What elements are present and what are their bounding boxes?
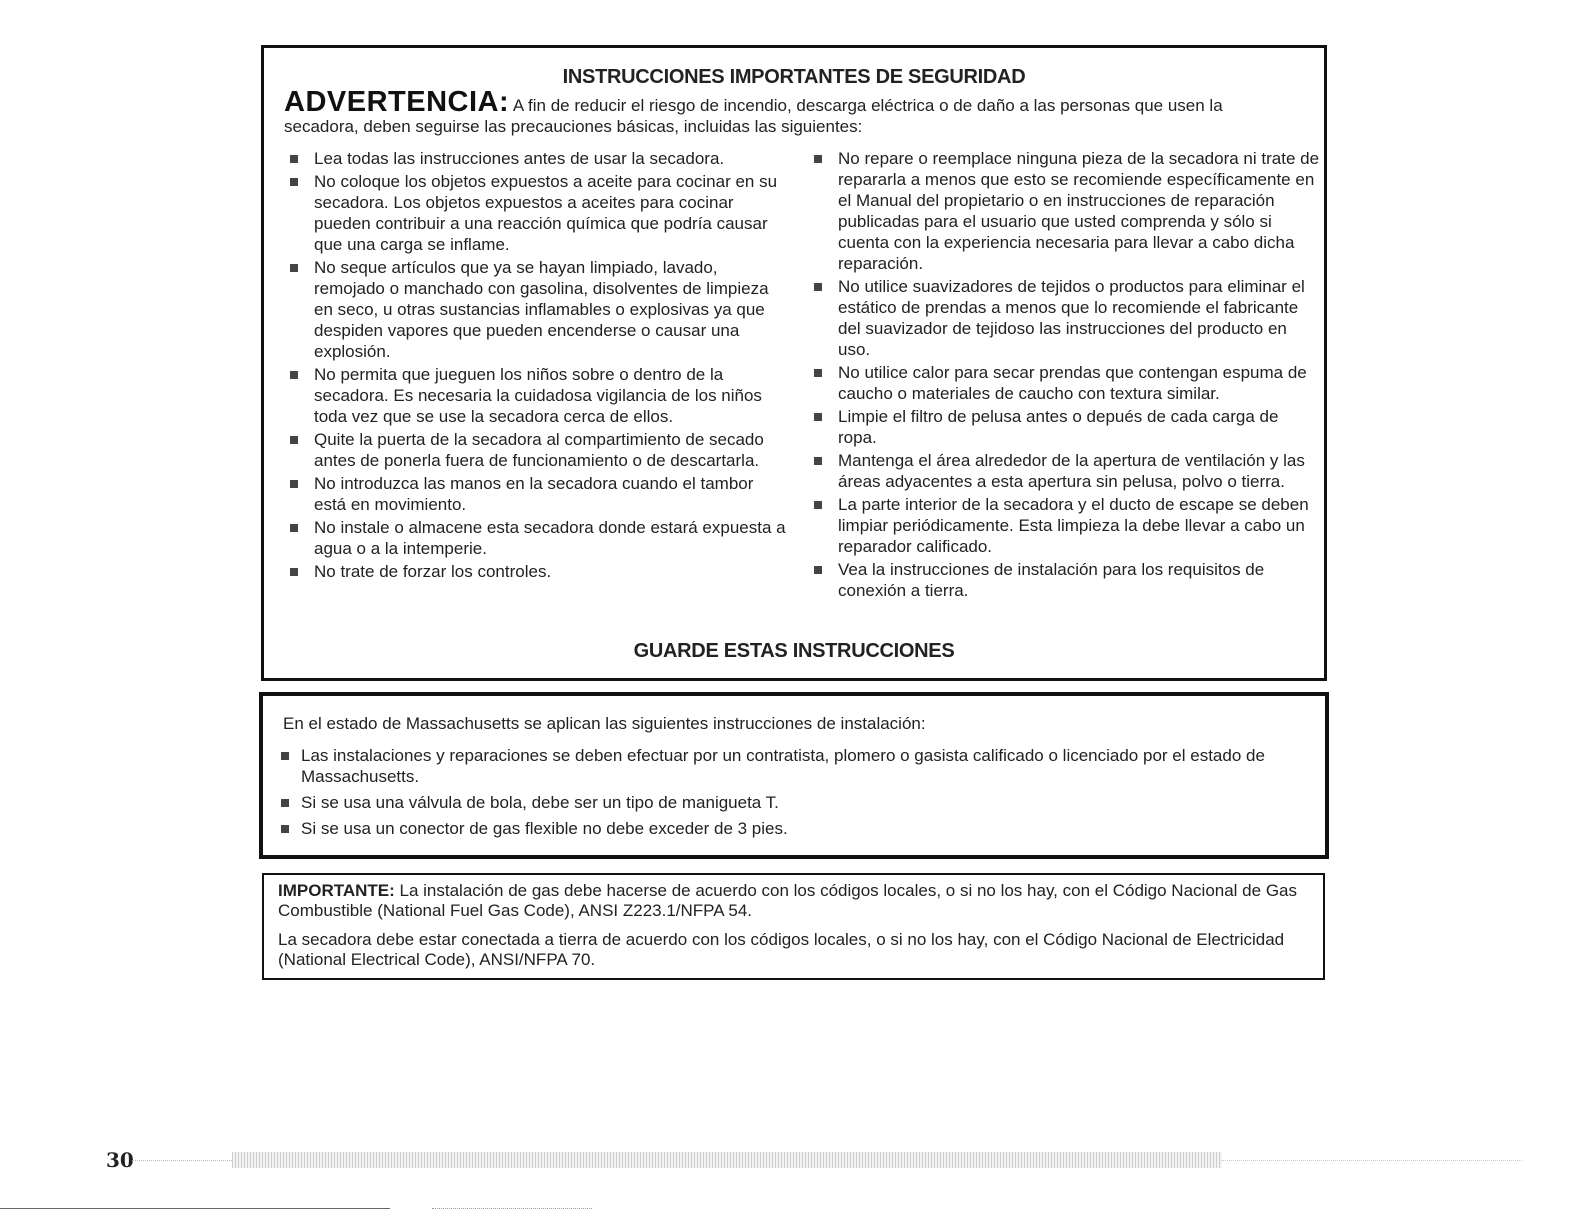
square-bullet-icon (814, 457, 822, 465)
footer-decorative-band (232, 1152, 1222, 1168)
list-item: No permita que jueguen los niños sobre o dentro de la secadora. Es necesaria la cuidadosa vigilancia de los niños toda vez que se use la secadora cerca de ellos. (286, 364, 786, 427)
list-item: Si se usa un conector de gas flexible no debe exceder de 3 pies. (279, 818, 1319, 839)
square-bullet-icon (814, 155, 822, 163)
list-item: Mantenga el área alrededor de la apertura de ventilación y las áreas adyacentes a esta apertura sin pelusa, polvo o tierra. (810, 450, 1320, 492)
square-bullet-icon (290, 568, 298, 576)
list-item: Lea todas las instrucciones antes de usar la secadora. (286, 148, 786, 169)
safety-title: INSTRUCCIONES IMPORTANTES DE SEGURIDAD (562, 66, 1026, 88)
massachusetts-intro: En el estado de Massachusetts se aplican las siguientes instrucciones de instalación: (283, 714, 926, 733)
square-bullet-icon (290, 480, 298, 488)
important-paragraph-gas (278, 881, 1313, 921)
square-bullet-icon (290, 436, 298, 444)
list-item: No utilice calor para secar prendas que contengan espuma de caucho o materiales de caucho con textura similar. (810, 362, 1320, 404)
square-bullet-icon (814, 413, 822, 421)
warning-paragraph (284, 86, 1294, 137)
page-number: 30 (106, 1148, 134, 1172)
safety-instructions-box (261, 45, 1327, 681)
important-paragraph-electric: La secadora debe estar conectada a tierra de acuerdo con los códigos locales, o si no los hay, con el Código Nacional de Electricidad (National Electrical Code), ANSI/NFPA 70. (278, 930, 1285, 969)
square-bullet-icon (281, 825, 289, 833)
square-bullet-icon (290, 155, 298, 163)
footer-dotted-line (132, 1160, 232, 1161)
important-box (262, 873, 1325, 980)
bottom-rule (0, 1208, 390, 1209)
list-item: No seque artículos que ya se hayan limpiado, lavado, remojado o manchado con gasolina, disolventes de limpieza en seco, u otras sustancias inflamables o explosivas ya que despiden vapores que pueden encenderse o causar una explosión. (286, 257, 786, 362)
square-bullet-icon (290, 264, 298, 272)
square-bullet-icon (814, 369, 822, 377)
list-item: Vea la instrucciones de instalación para los requisitos de conexión a tierra. (810, 559, 1320, 601)
list-item: No trate de forzar los controles. (286, 561, 786, 582)
square-bullet-icon (281, 752, 289, 760)
list-item: Limpie el filtro de pelusa antes o depués de cada carga de ropa. (810, 406, 1320, 448)
footer-dotted-line (1222, 1160, 1522, 1161)
list-item: No introduzca las manos en la secadora cuando el tambor está en movimiento. (286, 473, 786, 515)
list-item: Las instalaciones y reparaciones se deben efectuar por un contratista, plomero o gasista calificado o licenciado por el estado de Massachusetts. (279, 745, 1319, 787)
important-label: IMPORTANTE: (278, 881, 395, 900)
list-item: No instale o almacene esta secadora donde estará expuesta a agua o a la intemperie. (286, 517, 786, 559)
massachusetts-list (279, 745, 1319, 844)
safety-list-right (810, 148, 1320, 603)
list-item: No repare o reemplace ninguna pieza de la secadora ni trate de repararla a menos que esto se recomiende específicamente en el Manual del propietario o en instrucciones de reparación publicadas para el usuario que usted comprenda y sólo si cuenta con la experiencia necesaria para llevar a cabo dicha reparación. (810, 148, 1320, 274)
important-gas-text: La instalación de gas debe hacerse de acuerdo con los códigos locales, o si no los hay, con el Código Nacional de Gas Combustible (National Fuel Gas Code), ANSI Z223.1/NFPA 54. (278, 881, 1297, 920)
list-item: Si se usa una válvula de bola, debe ser un tipo de manigueta T. (279, 792, 1319, 813)
safety-list-left (286, 148, 786, 584)
square-bullet-icon (814, 501, 822, 509)
square-bullet-icon (281, 799, 289, 807)
square-bullet-icon (290, 178, 298, 186)
square-bullet-icon (290, 371, 298, 379)
bottom-dotted-line (432, 1208, 592, 1209)
square-bullet-icon (814, 283, 822, 291)
list-item: Quite la puerta de la secadora al compartimiento de secado antes de ponerla fuera de funcionamiento o de descartarla. (286, 429, 786, 471)
list-item: La parte interior de la secadora y el ducto de escape se deben limpiar periódicamente. Esta limpieza la debe llevar a cabo un reparador calificado. (810, 494, 1320, 557)
list-item: No coloque los objetos expuestos a aceite para cocinar en su secadora. Los objetos expuestos a aceites para cocinar pueden contribuir a una reacción química que podría causar que una carga se inflame. (286, 171, 786, 255)
save-instructions-title: GUARDE ESTAS INSTRUCCIONES (633, 640, 955, 662)
warning-word: ADVERTENCIA: (284, 86, 510, 118)
warning-text: A fin de reducir el riesgo de incendio, descarga eléctrica o de daño a las personas que usen la secadora, deben seguirse las precauciones básicas, incluidas las siguientes: (284, 96, 1223, 136)
list-item: No utilice suavizadores de tejidos o productos para eliminar el estático de prendas a menos que lo recomiende el fabricante del suavizador de tejidoso las instrucciones del producto en uso. (810, 276, 1320, 360)
square-bullet-icon (290, 524, 298, 532)
square-bullet-icon (814, 566, 822, 574)
massachusetts-box (259, 692, 1329, 859)
